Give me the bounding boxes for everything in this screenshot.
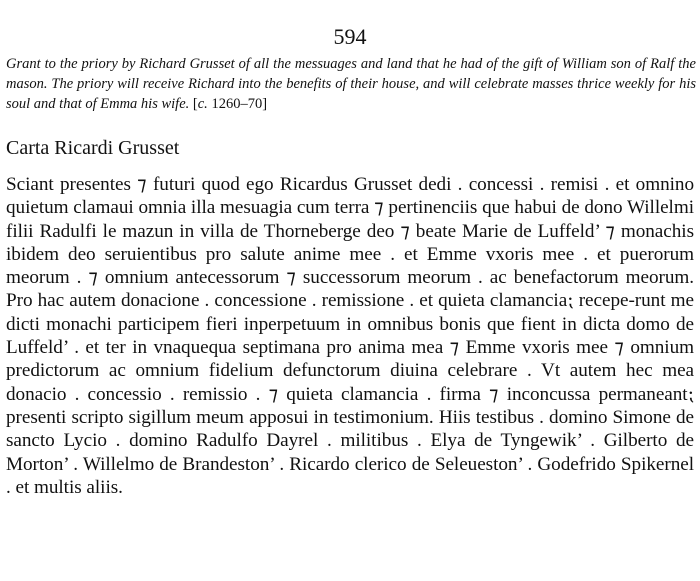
date-circa: c. xyxy=(197,96,208,112)
date-range: 1260–70] xyxy=(211,96,268,112)
document-date xyxy=(193,96,267,112)
date-open: [ xyxy=(192,96,198,112)
document-title: Carta Ricardi Grusset xyxy=(6,137,180,159)
summary-text: Grant to the priory by Richard Grusset of all the messuages and land that he had of the gift of William son of Ralf the mason. The priory will receive Richard into the benefits of their house, and will celebrate masses thrice weekly for his soul and that of Emma his wife. xyxy=(6,56,696,112)
document-number: 594 xyxy=(333,24,367,49)
document-summary xyxy=(6,54,696,114)
document-body: Sciant presentes ⁊ futuri quod ego Ricardus Grusset dedi . concessi . remisi . et omnino quietum clamaui omnia illa mesuagia cum terra ⁊ pertinenciis que habui de dono Willelmi filii Radulfi le mazun in villa de Thorneberge deo ⁊ beate Marie de Luffeld’ ⁊ monachis ibidem deo seruientibus pro salute anime mee . et Emme vxoris mee . et puerorum meorum . ⁊ omnium antecessorum ⁊ successorum meorum . ac benefactorum meorum. Pro hac autem donacione . concessione . remissione . et quieta clamancia⁏ recepe-runt me dicti monachi participem fieri inperpetuum in omnibus bonis que fient in dicta domo de Luffeld’ . et ter in vnaquequa septimana pro anima mea ⁊ Emme vxoris mee ⁊ omnium predictorum ac omnium fidelium defunctorum diuina celebrare . Vt autem hec mea donacio . concessio . remissio . ⁊ quieta clamancia . firma ⁊ inconcussa permaneant⁏ presenti scripto sigillum meum apposui in testimonium. Hiis testibus . domino Simone de sancto Lycio . domino Radulfo Dayrel . militibus . Elya de Tyngewik’ . Gilberto de Morton’ . Willelmo de Brandeston’ . Ricardo clerico de Seleueston’ . Godefrido Spikernel . et multis aliis. xyxy=(6,174,694,498)
